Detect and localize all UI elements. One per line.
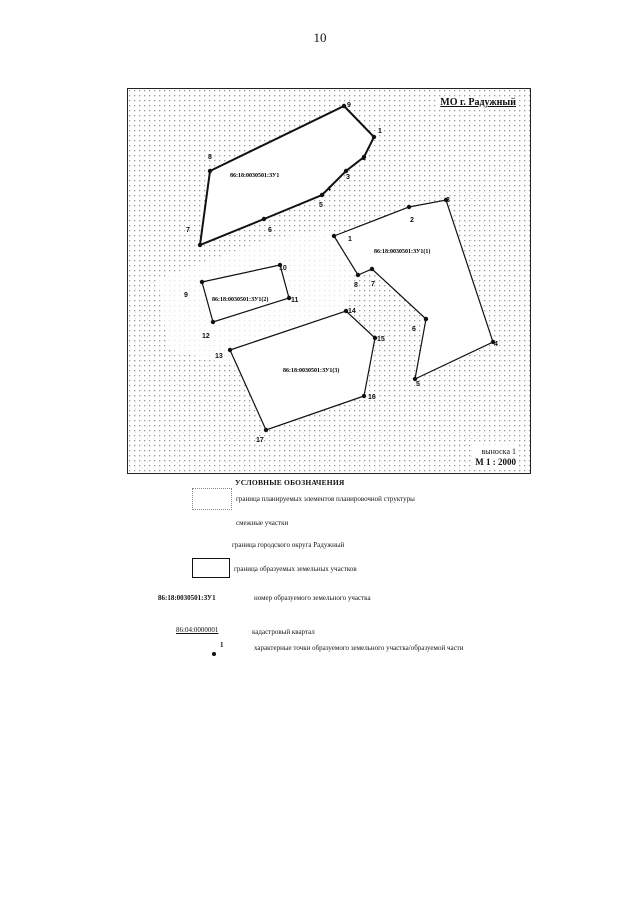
point-number-label: 17 [256, 437, 264, 444]
point-number-label: 2 [362, 155, 366, 162]
point-number-label: 7 [186, 227, 190, 234]
parcel-label-zu1-3: 86:18:0030501:ЗУ1(3) [283, 368, 340, 374]
legend-text-adjacent-plots: смежные участки [236, 519, 289, 527]
map-title: МО г. Радужный [440, 97, 516, 108]
point-number-label: 9 [347, 102, 351, 109]
legend-swatch-parcel-boundary [192, 558, 230, 578]
point-number-label: 14 [348, 308, 356, 315]
legend-text-parcel-number: номер образуемого земельного участка [254, 594, 371, 602]
point-number-label: 12 [202, 333, 210, 340]
map-note [473, 445, 518, 469]
legend-text-parcel-boundary: граница образуемых земельных участков [234, 565, 357, 573]
legend-text-planning-boundary: граница планируемых элементов планировочной структуры [236, 495, 415, 503]
point-number-label: 8 [208, 154, 212, 161]
page-number: 10 [313, 30, 327, 45]
point-number-label: 3 [446, 197, 450, 204]
parcel-label-zu1-2: 86:18:0030501:ЗУ1(2) [212, 297, 269, 303]
point-number-label: 10 [279, 265, 287, 272]
point-number-label: 6 [268, 227, 272, 234]
legend-code-cadastral-quarter: 86:04:0000001 [176, 626, 219, 634]
point-number-label: 11 [291, 297, 299, 304]
legend-title: УСЛОВНЫЕ ОБОЗНАЧЕНИЯ [235, 478, 345, 487]
point-number-label: 1 [348, 236, 352, 243]
point-number-label: 4 [494, 341, 498, 348]
parcel-label-zu1: 86:18:0030501:ЗУ1 [230, 173, 280, 179]
legend-text-characteristic-points: характерные точки образуемого земельного участка/образуемой части [254, 644, 464, 652]
point-number-label: 5 [319, 202, 323, 209]
legend-swatch-planning-boundary [192, 488, 232, 510]
point-number-label: 5 [416, 381, 420, 388]
point-number-label: 13 [215, 353, 223, 360]
map-scale: М 1 : 2000 [475, 457, 516, 467]
legend-code-point-number: 1 [220, 641, 224, 649]
legend-code-parcel-number: 86:18:0030501:ЗУ1 [158, 594, 216, 602]
legend-text-city-boundary: граница городского округа Радужный [232, 541, 345, 549]
map-callout-label: выноска 1 [481, 447, 516, 456]
point-number-label: 15 [377, 336, 385, 343]
point-number-label: 3 [346, 174, 350, 181]
point-number-label: 2 [410, 217, 414, 224]
legend-text-cadastral-quarter: кадастровый квартал [252, 628, 315, 636]
parcel-label-zu1-1: 86:18:0030501:ЗУ1(1) [374, 249, 431, 255]
point-number-label: 7 [371, 281, 375, 288]
point-number-label: 8 [354, 282, 358, 289]
point-number-label: 16 [368, 394, 376, 401]
legend-point-marker [212, 652, 216, 656]
map-frame [127, 88, 531, 474]
point-number-label: 4 [327, 186, 331, 193]
map-drawing [128, 89, 531, 474]
point-number-label: 1 [378, 128, 382, 135]
point-number-label: 9 [184, 292, 188, 299]
point-number-label: 6 [412, 326, 416, 333]
